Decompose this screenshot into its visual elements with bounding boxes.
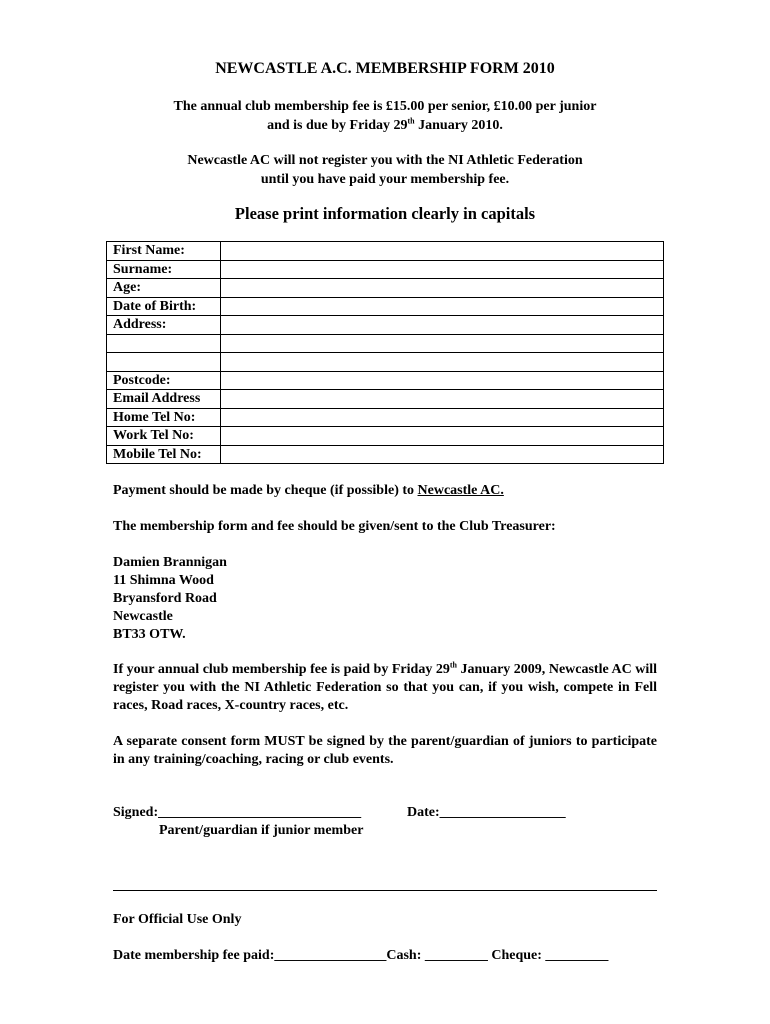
form-row-label: Postcode: [107, 371, 221, 390]
member-details-table [106, 241, 664, 464]
form-row-label: Home Tel No: [107, 408, 221, 427]
form-row [107, 427, 664, 446]
form-row-label: Date of Birth: [107, 297, 221, 316]
fee-line-2-text: and is due by Friday 29 [267, 118, 408, 133]
form-row [107, 242, 664, 261]
consent-paragraph: A separate consent form MUST be signed by the parent/guardian of juniors to participate in any training/coaching, racing or club events. [113, 734, 657, 767]
paid-text-rest: January 2009, Newcastle AC will register you with the NI Athletic Federation so that you can, if you wish, compete in Fell races, Road races, X-country races, etc. [113, 662, 657, 713]
date-line[interactable]: Date:__________________ [407, 805, 566, 820]
form-row-label: Address: [107, 316, 221, 335]
address-line: 11 Shimna Wood [113, 573, 214, 588]
form-row-input[interactable] [221, 390, 664, 409]
address-line: Newcastle [113, 609, 173, 624]
form-row [107, 279, 664, 298]
fee-notice [0, 97, 770, 135]
form-row-label: Surname: [107, 260, 221, 279]
form-row-input[interactable] [221, 445, 664, 464]
form-row [107, 371, 664, 390]
form-title: NEWCASTLE A.C. MEMBERSHIP FORM 2010 [215, 60, 555, 77]
form-row-label [107, 353, 221, 372]
form-row-input[interactable] [221, 427, 664, 446]
payee-name: Newcastle AC. [417, 483, 504, 498]
form-row-label: First Name: [107, 242, 221, 261]
form-row-input[interactable] [221, 297, 664, 316]
form-row-input[interactable] [221, 316, 664, 335]
form-row-input[interactable] [221, 260, 664, 279]
form-row [107, 408, 664, 427]
register-line-1: Newcastle AC will not register you with the NI Athletic Federation [187, 153, 583, 168]
register-line-2: until you have paid your membership fee. [260, 172, 510, 187]
form-row-label [107, 334, 221, 353]
form-row-label: Email Address [107, 390, 221, 409]
form-row [107, 390, 664, 409]
form-row-label: Work Tel No: [107, 427, 221, 446]
address-line: Damien Brannigan [113, 555, 227, 570]
fee-line-2 [0, 116, 770, 135]
form-row-input[interactable] [221, 334, 664, 353]
signature-line[interactable]: Signed:_____________________________ [113, 805, 362, 820]
form-row-label: Mobile Tel No: [107, 445, 221, 464]
register-notice [0, 151, 770, 189]
fee-line-2-sup: th [407, 116, 415, 126]
form-row-input[interactable] [221, 408, 664, 427]
form-row [107, 353, 664, 372]
form-row [107, 316, 664, 335]
form-row-input[interactable] [221, 242, 664, 261]
treasurer-address [113, 554, 227, 644]
form-row [107, 297, 664, 316]
form-row [107, 445, 664, 464]
form-row [107, 260, 664, 279]
form-row-input[interactable] [221, 371, 664, 390]
form-row-input[interactable] [221, 353, 664, 372]
fee-line-1: The annual club membership fee is £15.00 per senior, £10.00 per junior [173, 99, 597, 114]
address-line: BT33 OTW. [113, 627, 186, 642]
paid-text: If your annual club membership fee is paid by Friday 29 [113, 662, 450, 677]
form-row-input[interactable] [221, 279, 664, 298]
treasurer-intro: The membership form and fee should be given/sent to the Club Treasurer: [113, 519, 556, 534]
fee-line-2-date: January 2010. [414, 118, 503, 133]
paid-sup: th [449, 660, 457, 670]
payment-instruction [113, 482, 504, 500]
guardian-note: Parent/guardian if junior member [159, 823, 364, 838]
registration-paragraph [113, 661, 657, 715]
print-notice: Please print information clearly in capitals [234, 204, 536, 223]
divider [113, 890, 657, 891]
payment-text: Payment should be made by cheque (if possible) to [113, 483, 418, 498]
form-row-label: Age: [107, 279, 221, 298]
official-use-heading: For Official Use Only [113, 912, 242, 927]
form-row [107, 334, 664, 353]
address-line: Bryansford Road [113, 591, 217, 606]
fee-paid-line[interactable]: Date membership fee paid:________________Cash: _________ Cheque: _________ [113, 948, 609, 963]
